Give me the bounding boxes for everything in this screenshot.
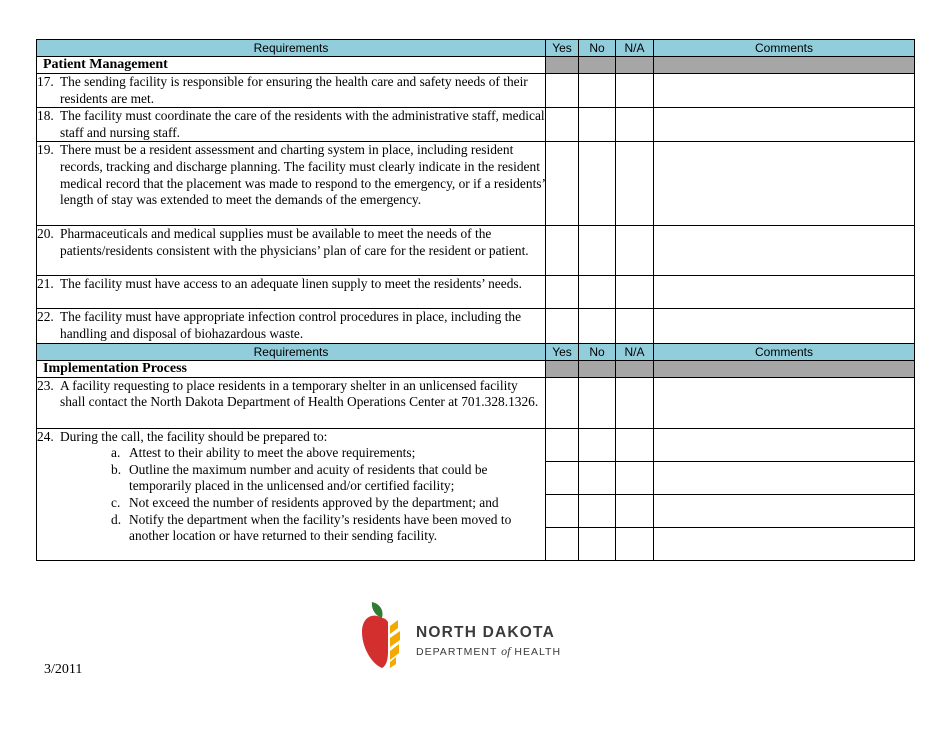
- requirement-cell: [37, 428, 546, 560]
- table-row-19: [37, 142, 915, 226]
- item-number: 24.: [37, 428, 54, 444]
- logo-line-1: NORTH DAKOTA: [416, 624, 555, 641]
- no-checkbox-cell[interactable]: [579, 429, 615, 462]
- section-gray-cell: [616, 360, 654, 377]
- sub-item-d: [37, 512, 545, 545]
- table-row-17: [37, 74, 915, 108]
- logo-of: of: [501, 644, 511, 658]
- logo-line-2: [416, 644, 561, 659]
- logo-department: DEPARTMENT: [416, 646, 498, 658]
- no-checkbox-cell[interactable]: [579, 309, 616, 343]
- header-comments: Comments: [654, 343, 915, 360]
- comments-cell[interactable]: [654, 377, 915, 428]
- table-row-23: [37, 377, 915, 428]
- comments-cell[interactable]: [654, 108, 915, 142]
- comments-cell[interactable]: [654, 461, 914, 494]
- na-checkbox-cell[interactable]: [616, 527, 653, 560]
- requirement-cell: [37, 226, 546, 276]
- north-dakota-health-logo: [360, 600, 575, 672]
- na-checkbox-cell[interactable]: [616, 74, 654, 108]
- section-gray-cell: [546, 57, 579, 74]
- yes-checkbox-cell[interactable]: [546, 377, 579, 428]
- item-text: The facility must have access to an adequate linen supply to meet the residents’ needs.: [60, 276, 522, 292]
- table-row-21: [37, 276, 915, 309]
- section-gray-cell: [616, 57, 654, 74]
- comments-cell[interactable]: [654, 142, 915, 226]
- comments-cell[interactable]: [654, 494, 914, 527]
- item-number: 19.: [37, 142, 54, 158]
- item-number: 20.: [37, 226, 54, 242]
- yes-checkbox-cell[interactable]: [546, 527, 578, 560]
- sub-item-letter: a.: [111, 445, 121, 461]
- no-checkbox-cell[interactable]: [579, 74, 616, 108]
- na-checkbox-cell[interactable]: [616, 494, 653, 527]
- na-checkbox-cell[interactable]: [616, 377, 654, 428]
- section-row-implementation-process: [37, 360, 915, 377]
- requirement-cell: [37, 108, 546, 142]
- no-checkbox-cell[interactable]: [579, 226, 616, 276]
- section-gray-cell: [546, 360, 579, 377]
- header-na: N/A: [616, 40, 654, 57]
- yes-checkbox-cell[interactable]: [546, 142, 579, 226]
- comments-cell[interactable]: [654, 309, 915, 343]
- header-na: N/A: [616, 343, 654, 360]
- yes-checkbox-cell[interactable]: [546, 74, 579, 108]
- table-header-row: [37, 40, 915, 57]
- requirement-cell: [37, 276, 546, 309]
- item-text: The facility must coordinate the care of the residents with the administrative staff, medical staff and nursing staff.: [60, 108, 545, 140]
- requirement-cell: [37, 377, 546, 428]
- table-row-20: [37, 226, 915, 276]
- comments-column: [654, 428, 915, 560]
- table-header-row: [37, 343, 915, 360]
- apple-wheat-icon: [360, 600, 416, 672]
- yes-checkbox-cell[interactable]: [546, 309, 579, 343]
- yes-checkbox-cell[interactable]: [546, 494, 578, 527]
- header-no: No: [579, 343, 616, 360]
- revision-date: 3/2011: [44, 662, 83, 677]
- header-no: No: [579, 40, 616, 57]
- requirement-cell: [37, 142, 546, 226]
- section-row-patient-management: [37, 57, 915, 74]
- yes-checkbox-cell[interactable]: [546, 461, 578, 494]
- header-yes: Yes: [546, 40, 579, 57]
- sub-item-b: [37, 462, 545, 495]
- header-requirements: Requirements: [37, 40, 546, 57]
- logo-health: HEALTH: [514, 646, 562, 658]
- header-yes: Yes: [546, 343, 579, 360]
- item-number: 23.: [37, 377, 54, 393]
- comments-cell[interactable]: [654, 429, 914, 462]
- yes-checkbox-column: [546, 428, 579, 560]
- sub-item-text: Outline the maximum number and acuity of residents that could be temporarily placed in the unlicensed and/or certified facility;: [129, 461, 488, 494]
- item-text: During the call, the facility should be prepared to:: [60, 428, 328, 444]
- table-row-22: [37, 309, 915, 343]
- item-number: 18.: [37, 108, 54, 124]
- na-checkbox-cell[interactable]: [616, 226, 654, 276]
- na-checkbox-cell[interactable]: [616, 429, 653, 462]
- sub-item-a: [37, 445, 545, 462]
- sub-item-text: Not exceed the number of residents approved by the department; and: [129, 494, 499, 510]
- section-gray-cell: [579, 360, 616, 377]
- yes-checkbox-cell[interactable]: [546, 276, 579, 309]
- section-gray-cell: [654, 360, 915, 377]
- section-gray-cell: [579, 57, 616, 74]
- no-checkbox-cell[interactable]: [579, 527, 615, 560]
- yes-checkbox-cell[interactable]: [546, 108, 579, 142]
- na-checkbox-cell[interactable]: [616, 108, 654, 142]
- item-text: A facility requesting to place residents in a temporary shelter in an unlicensed facility shall contact the North Dakota Department of Health Operations Center at 701.328.1326.: [60, 377, 539, 410]
- section-title: Implementation Process: [37, 360, 546, 377]
- yes-checkbox-cell[interactable]: [546, 429, 578, 462]
- na-checkbox-cell[interactable]: [616, 142, 654, 226]
- sub-item-letter: c.: [111, 494, 121, 510]
- item-text: The facility must have appropriate infection control procedures in place, including the handling and disposal of biohazardous waste.: [60, 309, 522, 341]
- requirement-cell: [37, 74, 546, 108]
- section-gray-cell: [654, 57, 915, 74]
- comments-cell[interactable]: [654, 226, 915, 276]
- yes-checkbox-cell[interactable]: [546, 226, 579, 276]
- comments-cell[interactable]: [654, 276, 915, 309]
- table-row-24: [37, 428, 915, 560]
- item-number: 21.: [37, 276, 54, 292]
- item-text: Pharmaceuticals and medical supplies must be available to meet the needs of the patients/residents consistent with the physicians’ plan of care for the resident or patient.: [60, 226, 529, 258]
- item-text: The sending facility is responsible for ensuring the health care and safety needs of their residents are met.: [60, 74, 528, 106]
- na-checkbox-cell[interactable]: [616, 461, 653, 494]
- sub-item-text: Attest to their ability to meet the above requirements;: [129, 445, 416, 461]
- requirement-cell: [37, 309, 546, 343]
- no-checkbox-cell[interactable]: [579, 461, 615, 494]
- no-checkbox-cell[interactable]: [579, 494, 615, 527]
- na-checkbox-cell[interactable]: [616, 276, 654, 309]
- section-title: Patient Management: [37, 57, 546, 74]
- item-number: 22.: [37, 309, 54, 325]
- header-requirements: Requirements: [37, 343, 546, 360]
- item-number: 17.: [37, 74, 54, 89]
- sub-item-letter: d.: [111, 511, 122, 527]
- no-checkbox-cell[interactable]: [579, 142, 616, 226]
- item-text: There must be a resident assessment and charting system in place, including resident records, tracking and discharge planning. The facility must clearly indicate in the resident medical record that the placement was made to respond to the emergency, or if a residents’ length of stay was extended to meet the demands of the emergency.: [60, 142, 545, 208]
- na-checkbox-cell[interactable]: [616, 309, 654, 343]
- no-checkbox-cell[interactable]: [579, 276, 616, 309]
- comments-cell[interactable]: [654, 74, 915, 108]
- na-checkbox-column: [616, 428, 654, 560]
- sub-item-letter: b.: [111, 461, 122, 477]
- no-checkbox-cell[interactable]: [579, 108, 616, 142]
- comments-cell[interactable]: [654, 527, 914, 560]
- table-row-18: [37, 108, 915, 142]
- requirements-checklist-table: [36, 39, 915, 561]
- header-comments: Comments: [654, 40, 915, 57]
- no-checkbox-column: [579, 428, 616, 560]
- no-checkbox-cell[interactable]: [579, 377, 616, 428]
- sub-item-text: Notify the department when the facility’s residents have been moved to another location or have returned to their sending facility.: [129, 511, 512, 544]
- sub-item-c: [37, 495, 545, 512]
